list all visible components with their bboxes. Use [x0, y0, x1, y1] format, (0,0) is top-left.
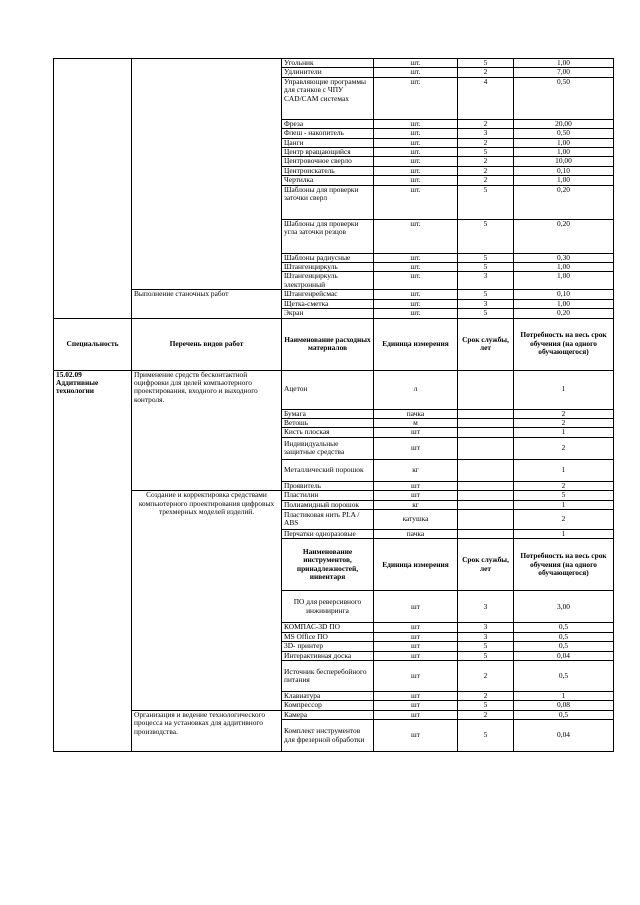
qty-cell: 1,00 [514, 148, 614, 157]
item-name-cell: 3D- принтер [282, 642, 374, 651]
qty-cell: 0,50 [514, 129, 614, 138]
unit-cell: шт [374, 720, 458, 752]
life-cell: 3 [458, 623, 514, 632]
life-cell-empty [458, 491, 514, 500]
life-cell: 3 [458, 299, 514, 308]
item-name-cell: Цанги [282, 138, 374, 147]
item-name-cell: Флеш - накопитель [282, 129, 374, 138]
unit-cell: шт [374, 642, 458, 651]
unit-cell: кг [374, 459, 458, 481]
item-name-cell: Интерактивная доска [282, 651, 374, 660]
item-name-cell: Угольник [282, 59, 374, 68]
item-name-cell: ПО для реверсивного инжиниринга [282, 591, 374, 623]
life-cell: 5 [458, 185, 514, 219]
life-cell: 2 [458, 119, 514, 128]
item-name-cell: Шаблоны радиусные [282, 253, 374, 262]
header-item: Наименование инструментов, принадлежностей, инвентаря [282, 539, 374, 591]
item-name-cell: Ветошь [282, 418, 374, 427]
life-cell-empty [458, 500, 514, 509]
item-name-cell: Чертилка [282, 176, 374, 185]
life-cell-empty [458, 529, 514, 538]
qty-cell: 1 [514, 428, 614, 437]
qty-cell: 1,00 [514, 138, 614, 147]
header-works: Перечень видов работ [132, 318, 282, 370]
unit-cell: шт [374, 710, 458, 719]
unit-cell: шт. [374, 148, 458, 157]
header-unit: Единица измерения [374, 318, 458, 370]
life-cell: 2 [458, 166, 514, 175]
header-need: Потребность на весь срок обучения (на одного обучающегося) [514, 318, 614, 370]
life-cell: 5 [458, 253, 514, 262]
qty-cell: 2 [514, 437, 614, 459]
header-unit: Единица измерения [374, 539, 458, 591]
header-need: Потребность на весь срок обучения (на одного обучающегося) [514, 539, 614, 591]
unit-cell: кг [374, 500, 458, 509]
life-cell: 5 [458, 651, 514, 660]
unit-cell: шт. [374, 138, 458, 147]
unit-cell: шт [374, 437, 458, 459]
life-cell-empty [458, 409, 514, 418]
unit-cell: шт [374, 651, 458, 660]
unit-cell: шт [374, 428, 458, 437]
document-page [53, 58, 613, 752]
life-cell: 2 [458, 138, 514, 147]
qty-cell: 2 [514, 418, 614, 427]
life-cell: 4 [458, 77, 514, 119]
item-name-cell: Удлинители [282, 68, 374, 77]
item-name-cell: Компрессор [282, 701, 374, 710]
item-name-cell: Экран [282, 309, 374, 318]
life-cell: 5 [458, 720, 514, 752]
work-type-cell: Создание и корректировка средствами компьютерного проектирования цифровых трехмерных моделей изделий. [132, 491, 282, 711]
header-specialty: Специальность [54, 318, 132, 370]
qty-cell: 1 [514, 459, 614, 481]
item-name-cell: Управляющие программы для станков с ЧПУ CAD/CAM системах [282, 77, 374, 119]
qty-cell: 2 [514, 509, 614, 529]
qty-cell: 0,04 [514, 651, 614, 660]
item-name-cell: Проявитель [282, 481, 374, 490]
table-row [54, 290, 614, 299]
qty-cell: 0,5 [514, 660, 614, 691]
table-row [54, 59, 614, 68]
item-name-cell: Центр вращающийся [282, 148, 374, 157]
qty-cell: 2 [514, 409, 614, 418]
qty-cell: 0,5 [514, 642, 614, 651]
qty-cell: 1,00 [514, 59, 614, 68]
item-name-cell: Шаблоны для проверки угла заточки резцов [282, 219, 374, 253]
item-name-cell: Камера [282, 710, 374, 719]
qty-cell: 1,00 [514, 176, 614, 185]
unit-cell: шт. [374, 77, 458, 119]
item-name-cell: Бумага [282, 409, 374, 418]
life-cell: 5 [458, 59, 514, 68]
life-cell-empty [458, 509, 514, 529]
unit-cell: шт. [374, 119, 458, 128]
unit-cell: шт. [374, 309, 458, 318]
life-cell: 5 [458, 219, 514, 253]
life-cell: 2 [458, 660, 514, 691]
life-cell: 3 [458, 632, 514, 641]
qty-cell: 2 [514, 481, 614, 490]
table-row [54, 370, 614, 409]
unit-cell: шт [374, 491, 458, 500]
life-cell-empty [458, 370, 514, 409]
unit-cell: шт [374, 660, 458, 691]
unit-cell: шт [374, 623, 458, 632]
life-cell: 5 [458, 309, 514, 318]
life-cell-empty [458, 481, 514, 490]
life-cell: 5 [458, 290, 514, 299]
qty-cell: 0,08 [514, 701, 614, 710]
item-name-cell: Шаблоны для проверки заточки сверл [282, 185, 374, 219]
life-cell-empty [458, 418, 514, 427]
qty-cell: 0,20 [514, 219, 614, 253]
item-name-cell: Ацетон [282, 370, 374, 409]
life-cell-empty [458, 459, 514, 481]
header-row [54, 318, 614, 370]
qty-cell: 0,5 [514, 623, 614, 632]
item-name-cell: Пластиковая нить PLA / ABS [282, 509, 374, 529]
qty-cell: 1 [514, 691, 614, 700]
item-name-cell: Фреза [282, 119, 374, 128]
unit-cell: шт [374, 591, 458, 623]
life-cell: 2 [458, 68, 514, 77]
unit-cell: шт. [374, 272, 458, 290]
unit-cell: шт [374, 691, 458, 700]
unit-cell: шт. [374, 166, 458, 175]
unit-cell: шт [374, 632, 458, 641]
qty-cell: 0,5 [514, 632, 614, 641]
qty-cell: 0,10 [514, 290, 614, 299]
qty-cell: 7,00 [514, 68, 614, 77]
item-name-cell: Металлический порошок [282, 459, 374, 481]
item-name-cell: MS Office ПО [282, 632, 374, 641]
item-name-cell: КОМПАС-3D ПО [282, 623, 374, 632]
life-cell-empty [458, 428, 514, 437]
unit-cell: шт. [374, 299, 458, 308]
qty-cell: 20,00 [514, 119, 614, 128]
qty-cell: 1 [514, 529, 614, 538]
item-name-cell: Штангенрейсмас [282, 290, 374, 299]
qty-cell: 1 [514, 370, 614, 409]
work-cell-empty [132, 59, 282, 290]
materials-table [53, 58, 614, 752]
item-name-cell: Источник бесперебойного питания [282, 660, 374, 691]
item-name-cell: Полиамидный порошок [282, 500, 374, 509]
unit-cell: шт. [374, 290, 458, 299]
qty-cell: 5 [514, 491, 614, 500]
life-cell: 3 [458, 591, 514, 623]
life-cell: 5 [458, 263, 514, 272]
unit-cell: шт. [374, 59, 458, 68]
qty-cell: 0,50 [514, 77, 614, 119]
specialty-cell [54, 370, 132, 752]
qty-cell: 1 [514, 500, 614, 509]
header-life: Срок службы, лет [458, 318, 514, 370]
unit-cell: шт. [374, 219, 458, 253]
unit-cell: м [374, 418, 458, 427]
item-name-cell: Пластилин [282, 491, 374, 500]
unit-cell: шт [374, 701, 458, 710]
work-type-cell: Организация и ведение технологического процесса на установках для аддитивного производства. [132, 710, 282, 751]
unit-cell: шт. [374, 253, 458, 262]
work-type-cell: Выполнение станочных работ [132, 290, 282, 318]
item-name-cell: Центроискатель [282, 166, 374, 175]
qty-cell: 0,5 [514, 710, 614, 719]
life-cell-empty [458, 437, 514, 459]
qty-cell: 10,00 [514, 157, 614, 166]
qty-cell: 1,00 [514, 263, 614, 272]
unit-cell: шт. [374, 185, 458, 219]
qty-cell: 0,20 [514, 309, 614, 318]
unit-cell: шт [374, 481, 458, 490]
item-name-cell: Центровочное сверло [282, 157, 374, 166]
header-item: Наименование расходных материалов [282, 318, 374, 370]
qty-cell: 0,04 [514, 720, 614, 752]
header-life: Срок службы, лет [458, 539, 514, 591]
life-cell: 5 [458, 642, 514, 651]
unit-cell: пачка [374, 529, 458, 538]
unit-cell: шт. [374, 68, 458, 77]
item-name-cell: Штангенциркуль [282, 263, 374, 272]
specialty-cell-empty [54, 59, 132, 319]
unit-cell: шт. [374, 129, 458, 138]
life-cell: 5 [458, 701, 514, 710]
qty-cell: 0,20 [514, 185, 614, 219]
life-cell: 3 [458, 272, 514, 290]
table-row [54, 491, 614, 500]
table-row [54, 710, 614, 719]
item-name-cell: Штангенциркуль электронный [282, 272, 374, 290]
unit-cell: шт. [374, 157, 458, 166]
item-name-cell: Кисть плоская [282, 428, 374, 437]
life-cell: 2 [458, 710, 514, 719]
life-cell: 2 [458, 157, 514, 166]
life-cell: 2 [458, 691, 514, 700]
item-name-cell: Перчатки одноразовые [282, 529, 374, 538]
unit-cell: шт. [374, 263, 458, 272]
life-cell: 3 [458, 129, 514, 138]
qty-cell: 1,00 [514, 299, 614, 308]
unit-cell: л [374, 370, 458, 409]
unit-cell: пачка [374, 409, 458, 418]
specialty-code: 15.02.09 [56, 370, 82, 379]
unit-cell: шт. [374, 176, 458, 185]
specialty-name: Аддитивные технологии [56, 377, 99, 396]
life-cell: 5 [458, 148, 514, 157]
item-name-cell: Щетка-сметка [282, 299, 374, 308]
qty-cell: 0,10 [514, 166, 614, 175]
work-type-cell: Применение средств бесконтактной оцифровки для целей компьютерного проектирования, входного и выходного контроля. [132, 370, 282, 491]
qty-cell: 1,00 [514, 272, 614, 290]
item-name-cell: Комплект инструментов для фрезерной обработки [282, 720, 374, 752]
qty-cell: 3,00 [514, 591, 614, 623]
life-cell: 2 [458, 176, 514, 185]
qty-cell: 0,30 [514, 253, 614, 262]
item-name-cell: Клавиатура [282, 691, 374, 700]
unit-cell: катушка [374, 509, 458, 529]
item-name-cell: Индивидуальные защитные средства [282, 437, 374, 459]
